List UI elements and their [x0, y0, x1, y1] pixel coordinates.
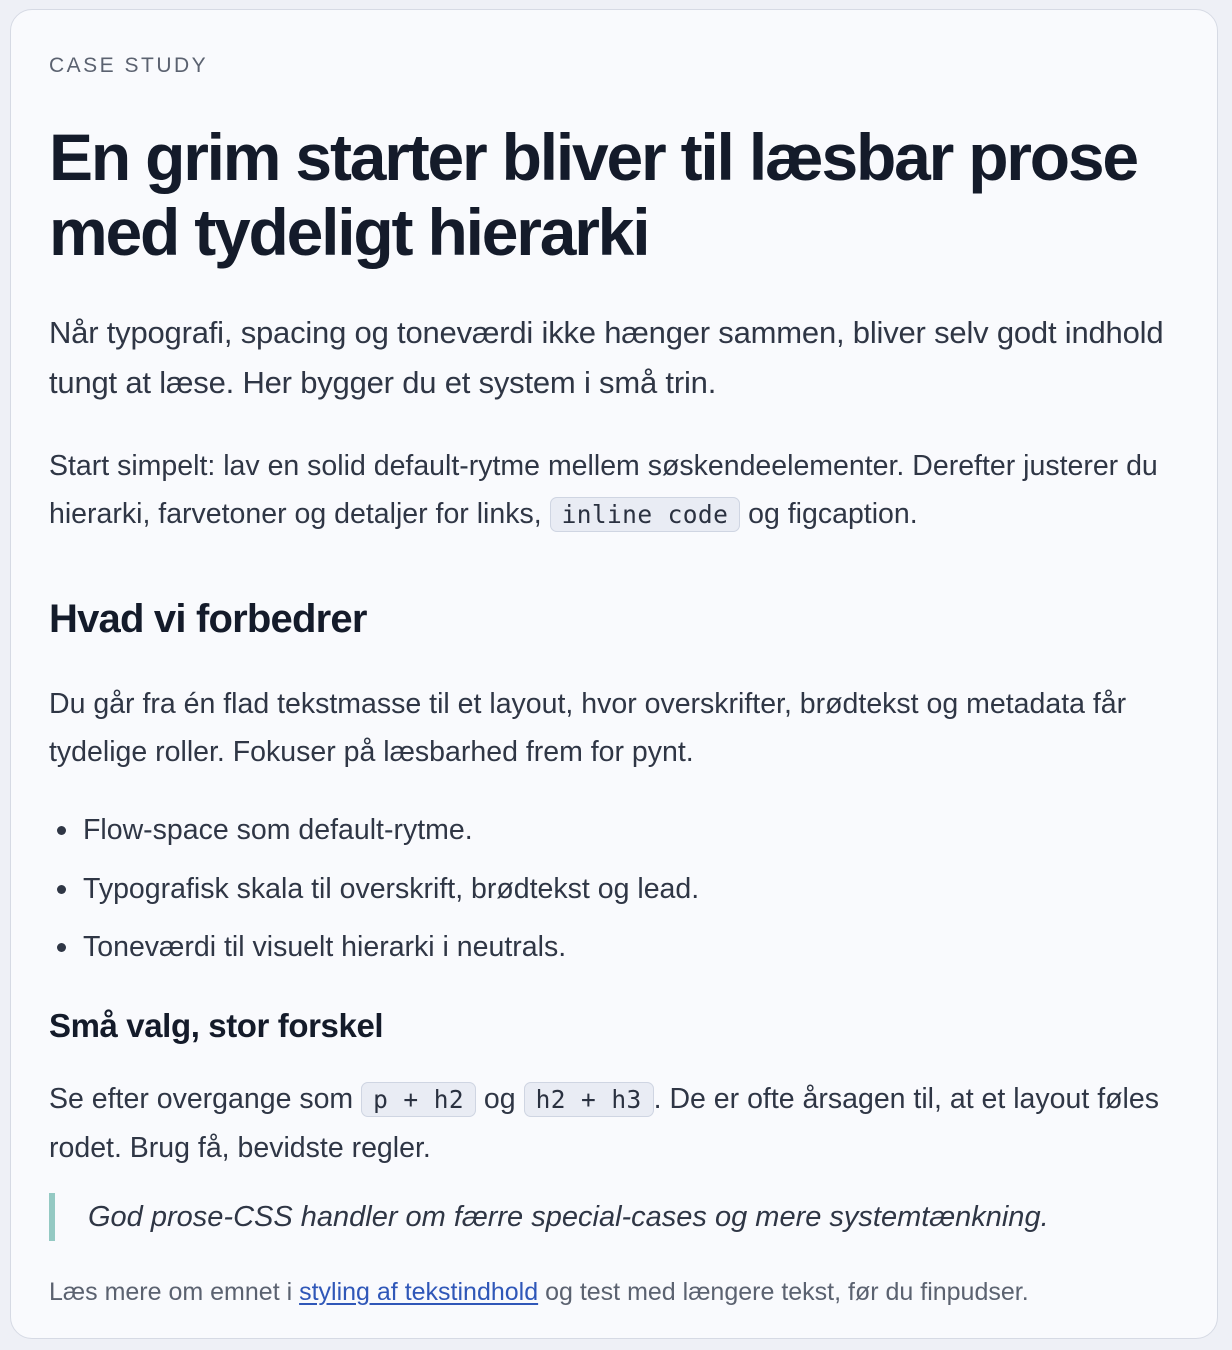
- section-body: Du går fra én flad tekstmasse til et layout, hvor overskrifter, brødtekst og metadata får tydelige roller. Fokuser på læsbarhed frem for pynt.: [49, 688, 1127, 768]
- list-item-text: Toneværdi til visuelt hierarki i neutrals.: [83, 931, 567, 963]
- intro-text-before: Start simpelt: lav en solid default-rytme mellem søskendeelementer. Derefter justerer du hierarki, farvetoner og detaljer for links,: [49, 450, 1158, 530]
- subsection-text-2: og: [476, 1083, 524, 1115]
- footnote-text-after: og test med længere tekst, før du finpudser.: [538, 1278, 1029, 1306]
- list-item: [49, 869, 699, 909]
- feature-list: [49, 810, 699, 986]
- eyebrow-label: CASE STUDY: [49, 54, 209, 77]
- case-study-card: [10, 9, 1218, 1339]
- subsection-body: [49, 1075, 1189, 1172]
- list-item-text: Typografisk skala til overskrift, brødtekst og lead.: [83, 872, 700, 905]
- inline-code-sample: inline code: [550, 497, 741, 532]
- list-item: [49, 810, 699, 850]
- bullet-icon: [57, 943, 66, 952]
- pull-quote: God prose-CSS handler om færre special-cases og mere systemtænkning.: [49, 1193, 1049, 1241]
- list-item: [49, 927, 699, 967]
- subsection-text-3: . De er ofte årsagen til, at et layout føles rodet. Brug få, bevidste regler.: [49, 1083, 1159, 1164]
- list-item-text: Flow-space som default-rytme.: [83, 814, 473, 846]
- lead-paragraph: Når typografi, spacing og toneværdi ikke hænger sammen, bliver selv godt indhold tungt at læse. Her bygger du et system i små trin.: [49, 315, 1164, 400]
- subsection-text-1: Se efter overgange som: [49, 1083, 362, 1115]
- intro-paragraph: [49, 442, 1189, 539]
- code-selector-p-h2: p + h2: [361, 1082, 476, 1117]
- intro-text-after: og figcaption.: [740, 498, 918, 530]
- section-heading: Hvad vi forbedrer: [49, 597, 367, 641]
- text-styling-link[interactable]: styling af tekstindhold: [299, 1278, 539, 1306]
- page-title: En grim starter bliver til læsbar prose med tydeligt hierarki: [49, 120, 1137, 269]
- bullet-icon: [57, 885, 66, 894]
- footnote-text-before: Læs mere om emnet i: [49, 1278, 300, 1306]
- bullet-icon: [57, 826, 66, 835]
- subsection-heading: Små valg, stor forskel: [49, 1007, 384, 1044]
- code-selector-h2-h3: h2 + h3: [524, 1082, 654, 1117]
- footnote: [49, 1272, 1029, 1312]
